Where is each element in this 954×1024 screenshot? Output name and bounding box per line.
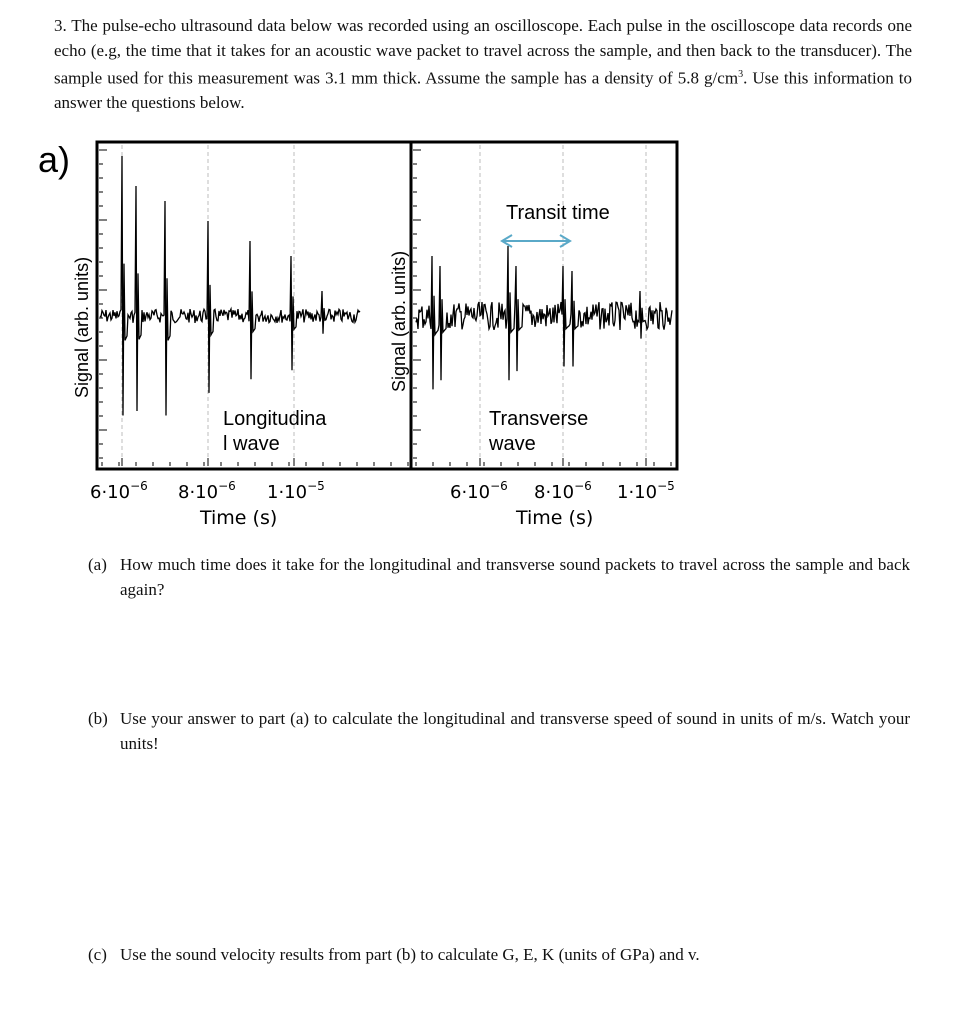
transit-time-label: Transit time	[506, 202, 610, 224]
right-xtick-2: $8\cdot 10^{-6}$	[534, 479, 592, 503]
right-xlabel: Time (s)	[516, 507, 594, 529]
question-c-text: Use the sound velocity results from part (b) to calculate G, E, K (units of GPa) and v.	[120, 945, 700, 964]
left-ylabel: Signal (arb. units)	[72, 256, 92, 398]
right-y-ticks	[413, 150, 421, 458]
right-xtick-3: $1\cdot 10^{-5}$	[617, 479, 675, 503]
transverse-waveform	[416, 246, 672, 389]
transverse-annotation-line2: wave	[489, 433, 536, 455]
left-xtick-3: $1\cdot 10^{-5}$	[267, 479, 325, 503]
question-c-label: (c)	[88, 945, 107, 964]
transverse-annotation-line1: Transverse	[489, 408, 589, 430]
right-xtick-1: $6\cdot 10^{-6}$	[450, 479, 508, 503]
question-c	[88, 943, 910, 968]
x-ticks	[102, 458, 671, 466]
question-b	[88, 707, 910, 756]
question-a-label: (a)	[88, 555, 107, 574]
longitudinal-waveform	[100, 156, 360, 416]
question-b-text: Use your answer to part (a) to calculate the longitudinal and transverse speed of sound in units of m/s. Watch your units!	[120, 709, 910, 753]
unit-exponent: 3	[738, 69, 744, 80]
right-ylabel: Signal (arb. units)	[389, 250, 409, 392]
left-y-ticks	[99, 150, 107, 458]
problem-intro-text: The pulse-echo ultrasound data below was recorded using an oscilloscope. Each pulse in the oscilloscope data records one echo (e.g, the time that it takes for an acoustic wave packet to travel across the sample, and then back to the transducer). The sample used for this measurement was 3.1 mm thick. Assume the sample has a density of 5.8 g/cm	[54, 16, 912, 88]
question-a-text: How much time does it take for the longitudinal and transverse sound packets to travel across the sample and back again?	[120, 555, 910, 599]
right-xtick-labels	[450, 479, 675, 503]
problem-number: 3.	[54, 16, 67, 35]
left-xtick-1: $6\cdot 10^{-6}$	[90, 479, 148, 503]
question-a	[88, 553, 910, 602]
longitudinal-annotation-line1: Longitudina	[223, 408, 327, 430]
left-xtick-2: $8\cdot 10^{-6}$	[178, 479, 236, 503]
transit-time-arrow	[502, 235, 570, 247]
left-xlabel: Time (s)	[200, 507, 278, 529]
problem-intro-end: . Use this information to answer the questions below.	[54, 68, 913, 113]
question-b-label: (b)	[88, 709, 108, 728]
panel-label: a)	[38, 139, 71, 180]
left-xtick-labels	[90, 479, 325, 503]
longitudinal-annotation-line2: l wave	[223, 433, 280, 455]
